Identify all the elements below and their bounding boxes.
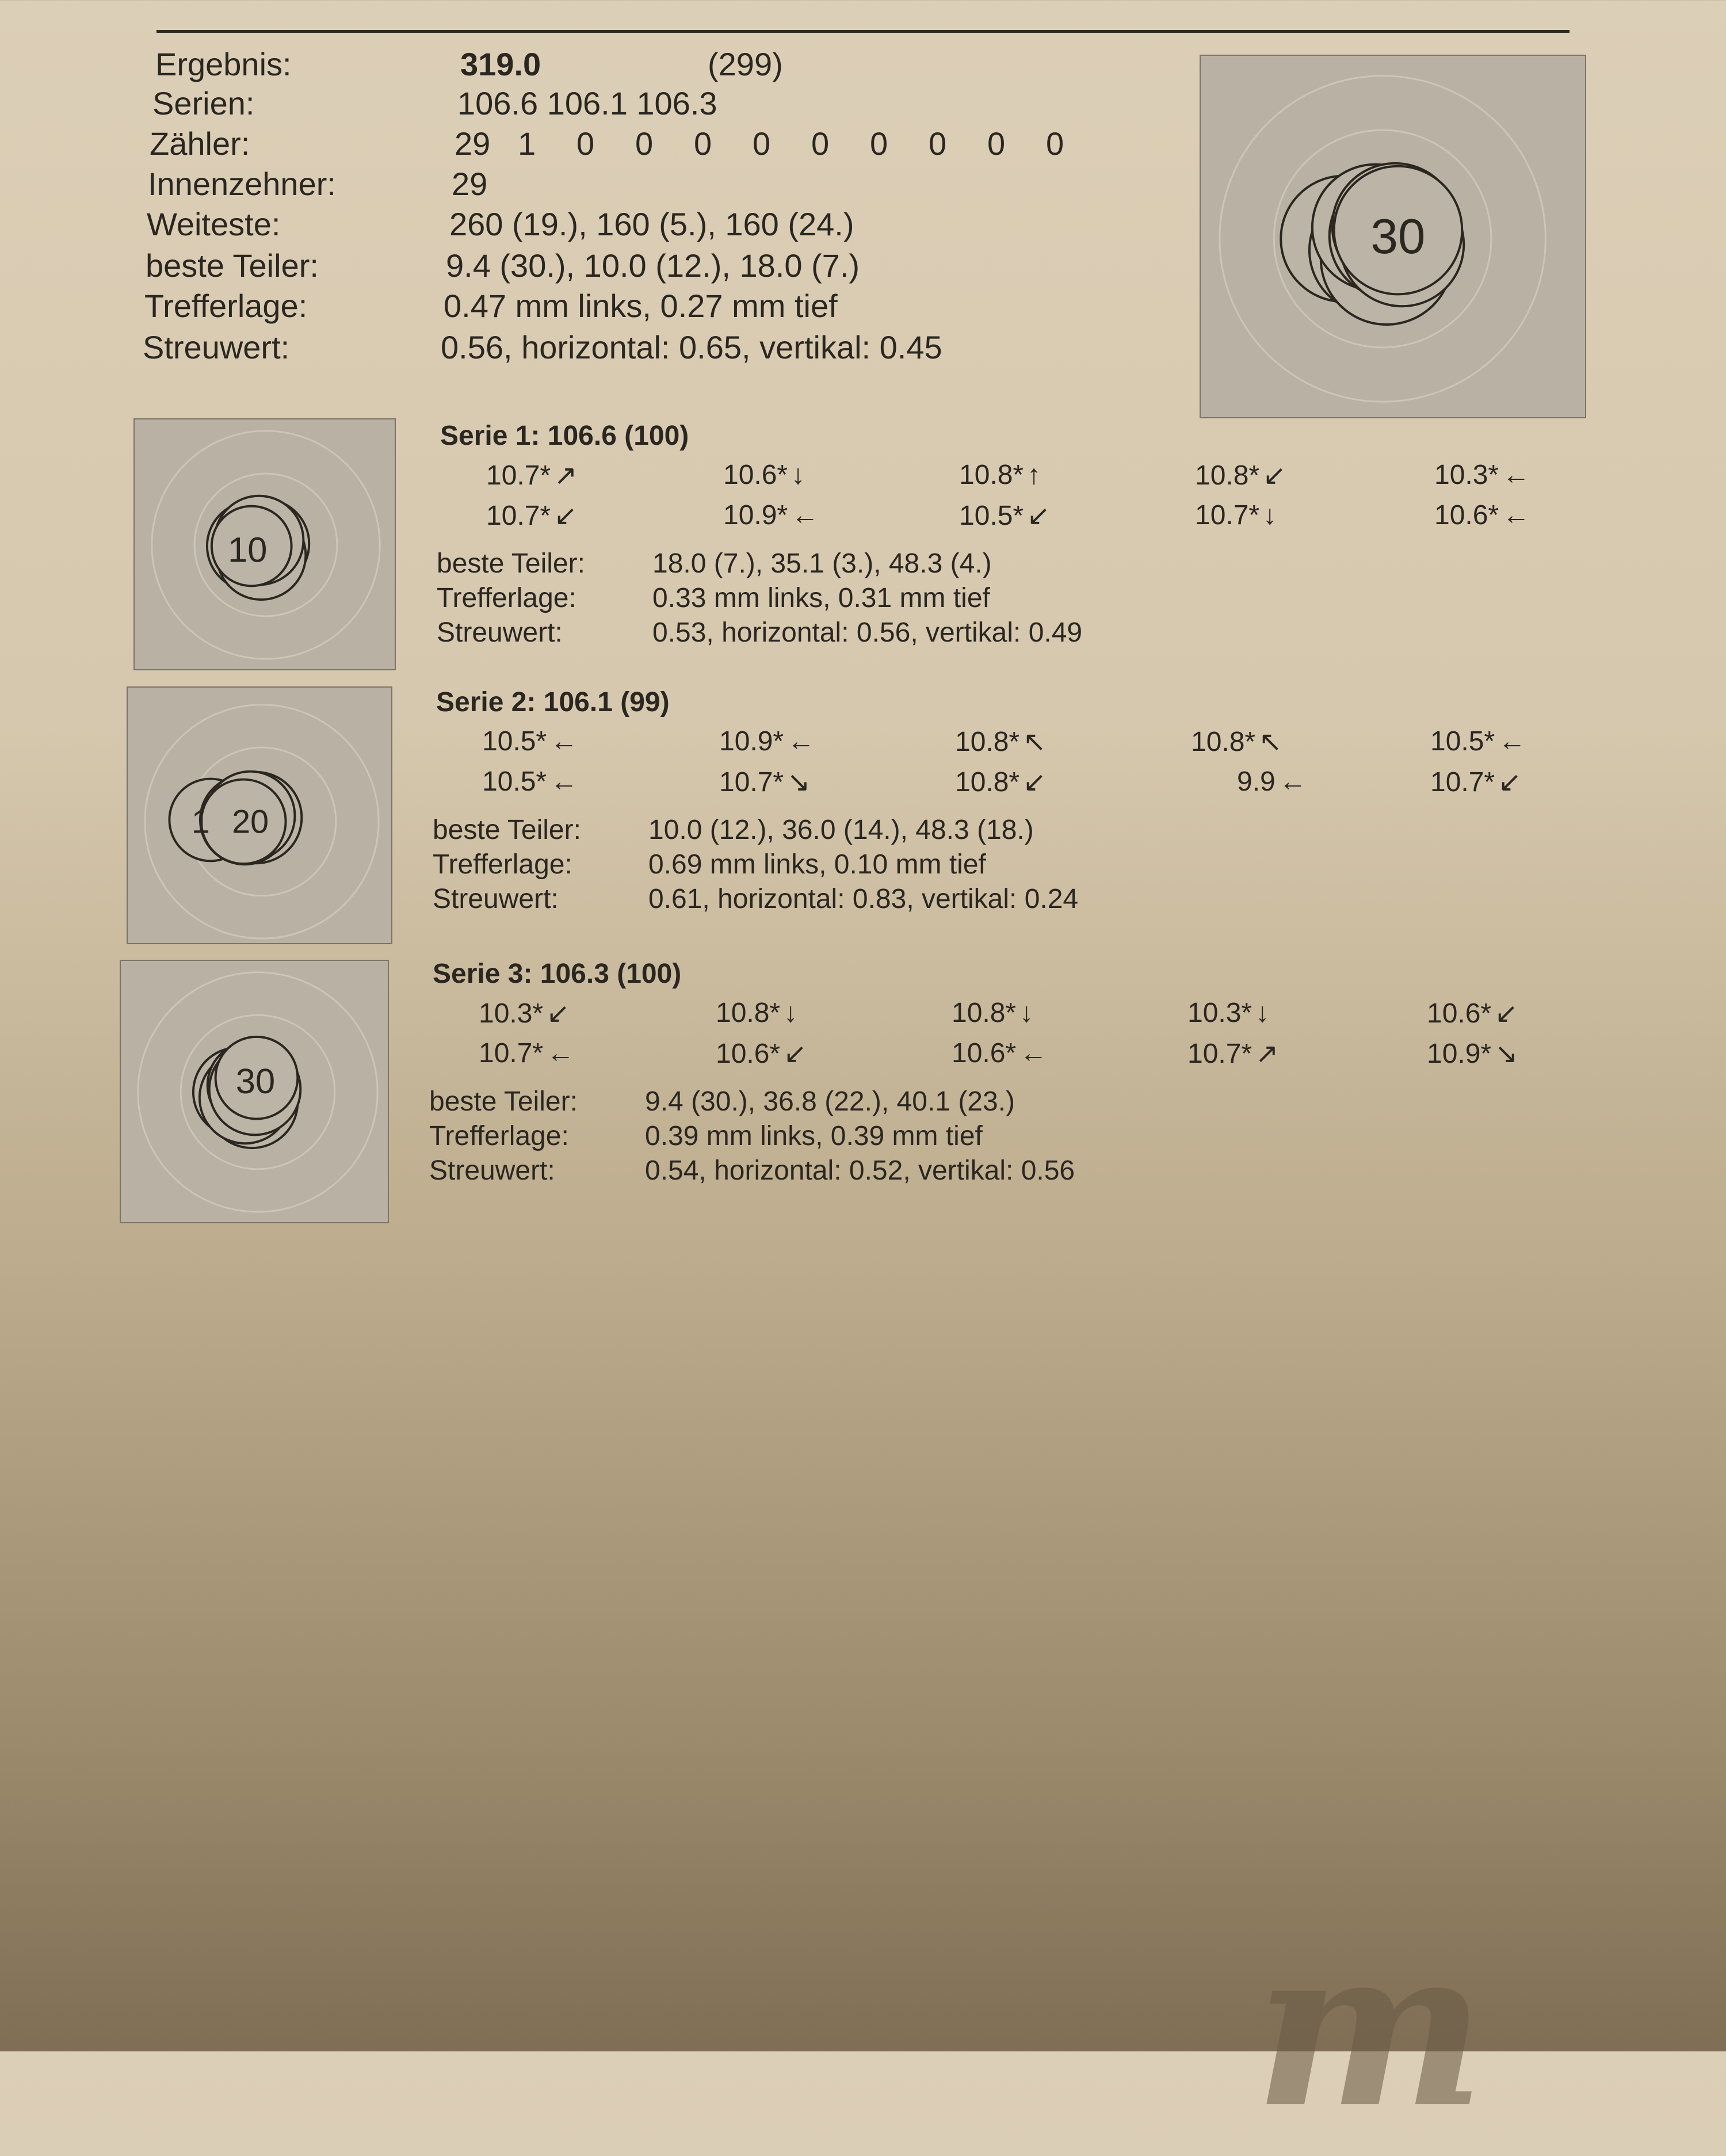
shot-score: 10.6* xyxy=(716,1039,781,1069)
direction-arrow-icon: ↗ xyxy=(554,460,578,491)
trefferlage-label: Trefferlage: xyxy=(144,288,308,324)
series-detail-value: 9.4 (30.), 36.8 (22.), 40.1 (23.) xyxy=(645,1086,1015,1117)
direction-arrow-icon: ← xyxy=(1278,766,1307,797)
shot-score: 10.6* xyxy=(723,460,788,490)
zaehler-value: 0 xyxy=(929,125,947,162)
direction-arrow-icon: ← xyxy=(787,726,815,757)
zaehler-value: 0 xyxy=(1046,125,1064,162)
shot-value xyxy=(486,459,577,491)
shot-value xyxy=(1187,997,1269,1029)
shot-value xyxy=(1427,1037,1518,1070)
series-detail-value: 0.69 mm links, 0.10 mm tief xyxy=(648,849,986,880)
series-title: Serie 3: 106.3 (100) xyxy=(433,959,682,989)
direction-arrow-icon: ↓ xyxy=(1255,998,1270,1028)
series1-target-number: 10 xyxy=(228,530,268,570)
streuwert-value: 0.56, horizontal: 0.65, vertikal: 0.45 xyxy=(441,329,942,365)
series-detail-value: 0.54, horizontal: 0.52, vertikal: 0.56 xyxy=(645,1155,1075,1186)
shot-score: 9.9 xyxy=(1237,766,1276,797)
direction-arrow-icon: ↙ xyxy=(554,501,578,531)
series-detail-label: Streuwert: xyxy=(437,617,563,648)
series-detail-label: beste Teiler: xyxy=(433,815,581,845)
series3-target xyxy=(120,960,389,1223)
innenzehner-label: Innenzehner: xyxy=(148,166,336,202)
shot-score: 10.8* xyxy=(959,460,1024,490)
serien-label: Serien: xyxy=(152,85,255,121)
summary-target xyxy=(1200,55,1586,418)
direction-arrow-icon: ↓ xyxy=(784,998,798,1028)
shot-value xyxy=(1195,499,1277,531)
shot-score: 10.3* xyxy=(1434,460,1499,490)
weiteste-value: 260 (19.), 160 (5.), 160 (24.) xyxy=(449,206,854,242)
series-detail-value: 10.0 (12.), 36.0 (14.), 48.3 (18.) xyxy=(648,815,1034,845)
series-detail-value: 18.0 (7.), 35.1 (3.), 48.3 (4.) xyxy=(652,548,992,579)
innenzehner-value: 29 xyxy=(452,166,488,202)
direction-arrow-icon: ↙ xyxy=(1027,501,1051,531)
shot-value xyxy=(482,766,578,797)
direction-arrow-icon: ↙ xyxy=(1495,998,1518,1029)
shot-score: 10.5* xyxy=(482,726,547,757)
series-detail-value: 0.61, horizontal: 0.83, vertikal: 0.24 xyxy=(648,884,1079,914)
teiler-value: 9.4 (30.), 10.0 (12.), 18.0 (7.) xyxy=(446,247,860,284)
shot-value xyxy=(1195,459,1286,491)
direction-arrow-icon: ← xyxy=(547,1038,575,1069)
zaehler-value: 0 xyxy=(576,125,595,162)
series2-target xyxy=(127,686,392,944)
shot-value xyxy=(486,499,577,532)
shot-score: 10.9* xyxy=(1427,1039,1492,1069)
ergebnis-label: Ergebnis: xyxy=(155,46,292,82)
direction-arrow-icon: ↗ xyxy=(1255,1039,1279,1069)
direction-arrow-icon: ← xyxy=(1502,500,1530,531)
series-detail-label: Streuwert: xyxy=(429,1155,555,1186)
shot-score: 10.8* xyxy=(1195,460,1260,491)
shot-score: 10.5* xyxy=(482,766,547,797)
shot-value xyxy=(1237,766,1307,797)
direction-arrow-icon: ↓ xyxy=(1019,998,1034,1028)
direction-arrow-icon: ↑ xyxy=(1027,460,1041,490)
series-title: Serie 2: 106.1 (99) xyxy=(436,687,670,718)
direction-arrow-icon: ↘ xyxy=(1495,1039,1518,1069)
series-detail-value: 0.33 mm links, 0.31 mm tief xyxy=(652,583,990,613)
series-detail-label: beste Teiler: xyxy=(437,548,585,579)
shot-score: 10.7* xyxy=(719,767,784,797)
direction-arrow-icon: ↙ xyxy=(1023,767,1047,797)
shot-value xyxy=(952,997,1033,1029)
series-detail-label: Trefferlage: xyxy=(429,1121,569,1151)
shot-score: 10.8* xyxy=(716,998,781,1028)
direction-arrow-icon: ↖ xyxy=(1259,727,1282,757)
serien-value: 106.6 106.1 106.3 xyxy=(457,85,717,121)
series2-target-number: 20 xyxy=(232,803,269,841)
shot-score: 10.8* xyxy=(955,767,1020,797)
watermark-logo: m xyxy=(1254,1899,1463,2156)
teiler-label: beste Teiler: xyxy=(146,247,319,284)
shot-score: 10.9* xyxy=(723,500,788,531)
shot-value xyxy=(1434,459,1530,491)
zaehler-label: Zähler: xyxy=(150,125,250,162)
top-rule xyxy=(156,30,1570,33)
ergebnis-sub: (299) xyxy=(708,46,783,82)
direction-arrow-icon: ← xyxy=(1498,726,1526,757)
shot-value xyxy=(955,766,1046,798)
shot-value xyxy=(955,726,1046,758)
direction-arrow-icon: ← xyxy=(791,500,819,531)
zaehler-value: 0 xyxy=(870,125,888,162)
shot-value xyxy=(1427,997,1518,1029)
direction-arrow-icon: ↓ xyxy=(791,460,805,490)
shot-score: 10.7* xyxy=(479,1038,544,1069)
zaehler-value: 0 xyxy=(811,125,830,162)
series-title: Serie 1: 106.6 (100) xyxy=(440,421,689,451)
summary-target-number: 30 xyxy=(1370,209,1426,264)
direction-arrow-icon: ↘ xyxy=(787,767,811,797)
shot-score: 10.6* xyxy=(1434,500,1499,531)
shot-value xyxy=(716,997,797,1029)
direction-arrow-icon: ↙ xyxy=(547,998,570,1029)
direction-arrow-icon: ← xyxy=(550,766,578,797)
series-detail-label: Trefferlage: xyxy=(433,849,572,880)
zaehler-values xyxy=(455,127,1105,161)
series-detail-value: 0.53, horizontal: 0.56, vertikal: 0.49 xyxy=(652,617,1083,648)
shot-score: 10.3* xyxy=(479,998,544,1029)
series3-target-number: 30 xyxy=(235,1061,276,1101)
zaehler-value: 0 xyxy=(635,125,654,162)
shot-value xyxy=(1430,726,1526,757)
shot-value xyxy=(1434,499,1530,531)
shot-value xyxy=(719,726,815,757)
shot-value xyxy=(716,1037,807,1070)
direction-arrow-icon: ↙ xyxy=(1263,460,1286,491)
series-detail-label: Trefferlage: xyxy=(437,583,576,613)
direction-arrow-icon: ← xyxy=(550,726,578,757)
direction-arrow-icon: ↙ xyxy=(1498,767,1522,797)
shot-value xyxy=(1187,1037,1278,1070)
series2-target-extra: 1 xyxy=(191,803,210,841)
zaehler-value: 0 xyxy=(987,125,1006,162)
shot-value xyxy=(1191,726,1282,758)
shot-score: 10.3* xyxy=(1187,998,1253,1028)
shot-value xyxy=(952,1037,1047,1069)
shot-score: 10.6* xyxy=(952,1038,1017,1069)
shot-value xyxy=(479,1037,574,1069)
direction-arrow-icon: ↓ xyxy=(1263,500,1277,531)
weiteste-label: Weiteste: xyxy=(147,206,281,242)
zaehler-value: 0 xyxy=(753,125,771,162)
shot-score: 10.8* xyxy=(1191,727,1256,757)
zaehler-value: 0 xyxy=(694,125,712,162)
summary-target-graphic xyxy=(1201,56,1585,417)
ergebnis-value: 319.0 xyxy=(460,46,541,82)
shot-value xyxy=(959,499,1050,532)
shot-value xyxy=(959,459,1041,491)
shot-value xyxy=(482,726,578,757)
streuwert-label: Streuwert: xyxy=(143,329,290,365)
series1-target xyxy=(133,418,396,670)
shot-value xyxy=(719,766,810,798)
direction-arrow-icon: ← xyxy=(1019,1038,1048,1069)
shot-value xyxy=(479,997,570,1029)
shot-value xyxy=(723,459,805,491)
direction-arrow-icon: ↙ xyxy=(784,1039,807,1069)
series-detail-label: Streuwert: xyxy=(433,884,559,914)
direction-arrow-icon: ← xyxy=(1502,460,1530,490)
shot-score: 10.7* xyxy=(1195,500,1260,531)
zaehler-value: 1 xyxy=(518,125,536,162)
series-detail-value: 0.39 mm links, 0.39 mm tief xyxy=(645,1121,983,1151)
shot-score: 10.5* xyxy=(959,501,1024,531)
direction-arrow-icon: ↖ xyxy=(1023,727,1047,757)
shot-value xyxy=(723,499,819,531)
trefferlage-value: 0.47 mm links, 0.27 mm tief xyxy=(444,288,838,324)
shot-score: 10.8* xyxy=(952,998,1017,1028)
shot-score: 10.7* xyxy=(486,501,551,531)
shot-score: 10.9* xyxy=(719,726,784,757)
shot-score: 10.6* xyxy=(1427,998,1492,1029)
shot-value xyxy=(1430,766,1521,798)
shot-score: 10.7* xyxy=(486,460,551,491)
series-detail-label: beste Teiler: xyxy=(429,1086,578,1117)
shot-score: 10.7* xyxy=(1187,1039,1253,1069)
shot-score: 10.7* xyxy=(1430,767,1495,797)
shot-score: 10.8* xyxy=(955,727,1020,757)
shot-score: 10.5* xyxy=(1430,726,1495,757)
zaehler-value: 29 xyxy=(455,125,491,162)
